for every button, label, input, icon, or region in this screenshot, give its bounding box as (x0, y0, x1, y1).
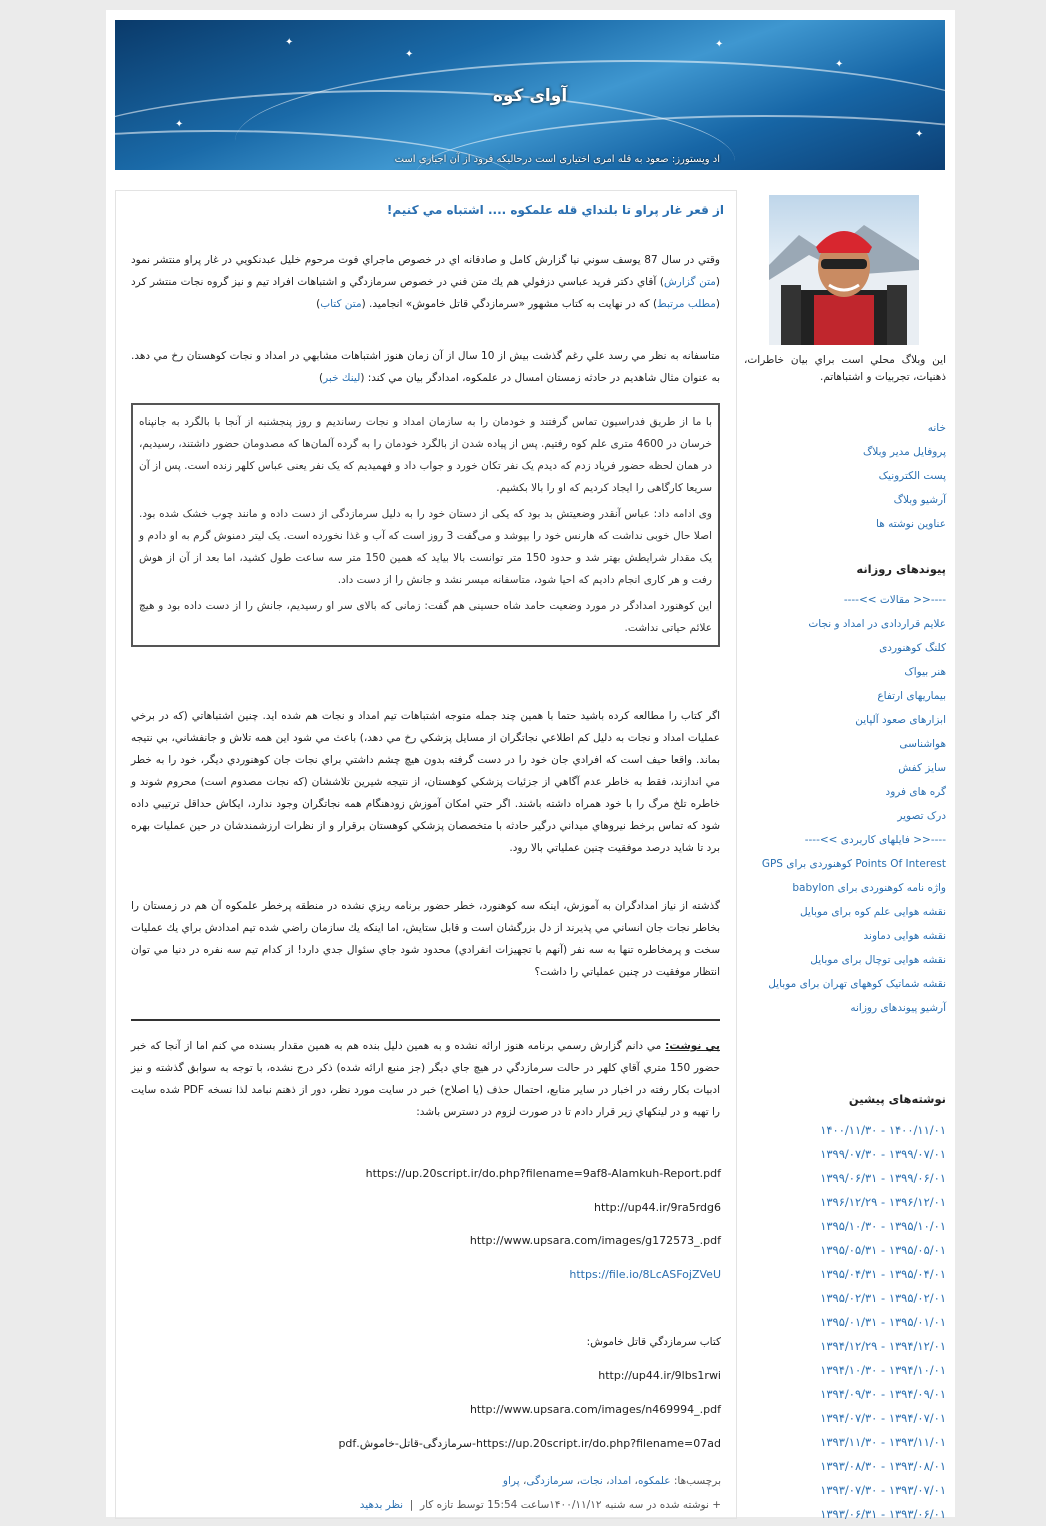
post-title[interactable]: از قعر غار پراو تا بلنداي قله علمكوه .... اشتباه مي كنيم! (386, 203, 724, 217)
link-item (744, 780, 946, 804)
star-icon: ✦ (175, 119, 184, 130)
archive-heading: نوشته‌های پیشین (848, 1092, 946, 1106)
link-item (744, 924, 946, 948)
archive-item (744, 1286, 946, 1310)
archive-item (744, 1262, 946, 1286)
link[interactable]: نقشه شماتیک کوههای تهران برای موبایل (768, 978, 946, 990)
tags: برچسب‌ها: علمکوه، امداد، نجات، سرمازدگی، پراو (502, 1475, 721, 1487)
link[interactable]: علایم قراردادی در امداد و نجات (808, 618, 946, 630)
link[interactable]: کلنگ کوهنوردی (879, 642, 946, 654)
archive-link[interactable]: ۱۳۹۵/۰۵/۰۱ - ۱۳۹۵/۰۵/۳۱ (820, 1243, 946, 1257)
link-item (744, 756, 946, 780)
text: ) (316, 298, 321, 310)
quote-paragraph: این کوهنورد امدادگر در مورد وضعیت حامد شاه حسینی هم گفت: زمانی که بالای سر او رسیدیم، جانش را از دست داده بود و هیچ علائم حیاتی نداشت. (139, 600, 712, 634)
archive-link[interactable]: ۱۳۹۹/۰۶/۰۱ - ۱۳۹۹/۰۶/۳۱ (820, 1171, 946, 1185)
link-item (744, 684, 946, 708)
news-link[interactable]: لينك خبر (323, 372, 361, 384)
link[interactable]: واژه نامه کوهنوردی برای babylon (792, 882, 946, 894)
archive-link[interactable]: ۱۳۹۴/۰۹/۰۱ - ۱۳۹۴/۰۹/۳۰ (820, 1387, 946, 1401)
link[interactable]: گره های فرود (885, 786, 946, 798)
archive-item (744, 1406, 946, 1430)
archive-link[interactable]: ۱۳۹۳/۰۶/۰۱ - ۱۳۹۳/۰۶/۳۱ (820, 1507, 946, 1521)
link-item (744, 732, 946, 756)
archive-link[interactable]: ۱۳۹۵/۰۲/۰۱ - ۱۳۹۵/۰۲/۳۱ (820, 1291, 946, 1305)
tag-link[interactable]: پراو (502, 1475, 520, 1487)
link[interactable]: ----<< فایلهای کاربردی >>---- (804, 834, 946, 846)
text: ) كه در نهايت به كتاب مشهور «سرمازدگي قاتل خاموش» انجاميد. ( (361, 298, 658, 310)
star-icon: ✦ (405, 49, 414, 60)
post-paragraph-1 (131, 249, 720, 315)
nav-profile[interactable]: پروفایل مدیر وبلاگ (862, 446, 946, 458)
link-item (744, 708, 946, 732)
archive-item (744, 1502, 946, 1526)
link[interactable]: ابزارهای صعود آلپاین (855, 714, 946, 726)
archive-item (744, 1142, 946, 1166)
link-item (744, 972, 946, 996)
pdf-url[interactable]: https://up.20script.ir/do.php?filename=9af8-Alamkuh-Report.pdf (365, 1167, 721, 1180)
link[interactable]: Points Of Interest کوهنوردی برای GPS (761, 858, 946, 870)
link[interactable]: درک تصویر (897, 810, 946, 822)
archive-item (744, 1118, 946, 1142)
nav-item[interactable] (744, 464, 946, 488)
book-url[interactable]: http://up44.ir/9lbs1rwi (598, 1369, 721, 1382)
divider (131, 1019, 720, 1021)
star-icon: ✦ (835, 59, 844, 70)
post-date-author: + نوشته شده در سه شنبه ۱۴۰۰/۱۱/۱۲ساعت 15:54 توسط تازه کار (420, 1499, 721, 1511)
link[interactable]: هواشناسی (899, 738, 946, 750)
archive-list (744, 1118, 946, 1526)
tag-link[interactable]: نجات (580, 1475, 603, 1487)
about-text: اين وبلاگ محلي است براي بيان خاطرات، ذهنيات، تجربيات و اشتباهاتم. (744, 354, 946, 383)
comment-link[interactable]: نظر بدهید (359, 1499, 404, 1511)
archive-item (744, 1238, 946, 1262)
link-item (744, 900, 946, 924)
quote-paragraph: وی ادامه داد: عباس آنقدر وضعیتش بد بود که یکی از دستان خود را به دلیل سرمازدگی از دست داده و مانند چوب خشک شده بود. اصلا حال خوبی نداشت که هارنس خود را بپوشد و می‌گفت 3 روز است که آب و غذا نخورده است. یک لیتر دمنوش گرم به او دادم و یک مقدار شرایطش بهتر شد و حدود 150 متر توانست بالا بیاید که همین 150 متر سه ساعت طول کشید، اما بعد از آن از هوش رفت و هر کاری انجام دادیم که احیا شود، متاسفانه میسر نشد و جانش را از دست داد. (139, 508, 713, 586)
daily-links (744, 588, 946, 1020)
link[interactable]: ----<< مقالات >>---- (843, 594, 946, 606)
text: ) آقاي دكتر فريد عباسي دزفولي هم يك متن فني در خصوص سرمازدگي و اشتباهات افراد تيم و نيز گروه نجات منتشر كرد ( (131, 276, 720, 310)
archive-item (744, 1478, 946, 1502)
post-paragraph-4: گذشته از نياز امدادگران به آموزش، اينكه سه كوهنورد، خطر حضور برنامه ريزي نشده در منطقه پرخطر علمكوه آن هم در زمستان را بخاطر نجات جان انساني مي پذيرند از دل بزرگشان است و قابل ستايش، اما اينكه يك سازمان راضي شده تيم امدادش براي يك عمليات سخت و پرمخاطره تنها به سه نفر (آنهم با تجهيزات انفرادي) محدود شود جاي سئوال جدي دارد! از كدام تيم سه نفره در دنيا مي توان انتظار موفقيت در چنين عملياتي را داشت؟ (131, 900, 720, 978)
blockquote (131, 403, 720, 647)
header-banner (115, 20, 945, 170)
tag-link[interactable]: سرمازدگی (526, 1475, 574, 1487)
archive-link[interactable]: ۱۳۹۳/۱۱/۰۱ - ۱۳۹۳/۱۱/۳۰ (820, 1435, 946, 1449)
archive-item (744, 1310, 946, 1334)
postscript-text: مي دانم گزارش رسمي برنامه هنوز ارائه نشده و به همين دليل بنده هم به همين مقدار بسنده مي كنم اما از آنجا كه خبر حضور 150 متري آقاي كلهر در حالت سرمازدگي در هيچ جاي ديگر (جز منبع ارائه شده) ذكر درج نشده، با توجه به سوابق گذشته و نيز ادبيات بكار رفته در اخبار در ساير منابع، احتمال حذف (يا اصلاح) خبر در سايت مورد نظر، دور از ذهنم نبامد لذا نسخه PDF شده سايت را تهيه و در لينكهاي زير قرار دادم تا در صورت لزوم در دسترس باشد: (131, 1040, 721, 1118)
related-article-link[interactable]: مطلب مرتبط (657, 298, 716, 310)
page (106, 10, 955, 1521)
post-paragraph-3: اگر كتاب را مطالعه كرده باشيد حتما با همين چند جمله متوجه اشتباهات تيم امداد و نجات هم شده ايد. چنين اشتباهاتي (كه در برخي عمليات امداد و نجات به دليل كم اطلاعي نجاتگران از مسايل پزشكي رخ مي دهد،) باعث مي شود اين همه تلاش و جانفشاني، بي نتيجه بماند. واقعا حيف است كه افرادي جان خود را در دست گرفته بدون هيچ چشم داشتي براي نجات جان كوهنوردي ديگر، خود را به خطر مي اندازند، فقط به خاطر عدم آگاهي از جزئيات پزشكي كوهستان، از نتيجه شيرين تلاششان (كه نجات مصدوم است) محروم شوند و خاطره تلخ مرگ را با خود همراه داشته باشند. اگر حتي امكان آموزش زودهنگام همه نجاتگران وجود ندارد، ايكاش حداقل ترتيبي داده شود كه تماس برخط نيروهاي ميداني درگير حادثه با متخصصان پزشكي كوهستان برقرار و از نظرات ارزشمندشان در حين عمليات بهره برد تا شايد درصد موفقيت چنين عملياتي بالا رود. (131, 710, 720, 854)
link[interactable]: نقشه هوایی توچال برای موبایل (810, 954, 946, 966)
link-item (744, 876, 946, 900)
post-container (115, 190, 737, 1519)
archive-link[interactable]: ۱۳۹۴/۰۷/۰۱ - ۱۳۹۴/۰۷/۳۰ (820, 1411, 946, 1425)
archive-link[interactable]: ۱۳۹۳/۰۸/۰۱ - ۱۳۹۳/۰۸/۳۰ (820, 1459, 946, 1473)
link-item (744, 612, 946, 636)
star-icon: ✦ (915, 129, 924, 140)
archive-item (744, 1454, 946, 1478)
link[interactable]: سایز کفش (898, 762, 946, 774)
link[interactable]: آرشیو پیوندهای روزانه (850, 1002, 946, 1014)
text: ) (319, 372, 324, 384)
report-link[interactable]: متن گزارش (663, 276, 716, 288)
link[interactable]: هنر بیواک (904, 666, 946, 678)
archive-item (744, 1358, 946, 1382)
book-label: كتاب سرمازدگي قاتل خاموش: (586, 1336, 721, 1348)
post-paragraph-2 (131, 345, 720, 389)
archive-item (744, 1334, 946, 1358)
book-url[interactable]: https://up.20script.ir/do.php?filename=07ad-سرمازدگی-قاتل-خاموش.pdf (338, 1437, 721, 1450)
link-item (744, 804, 946, 828)
archive-link[interactable]: ۱۳۹۹/۰۷/۰۱ - ۱۳۹۹/۰۷/۳۰ (820, 1147, 946, 1161)
pdf-url[interactable]: http://www.upsara.com/images/g172573_.pdf (469, 1234, 721, 1247)
archive-item (744, 1166, 946, 1190)
archive-link[interactable]: ۱۳۹۶/۱۲/۰۱ - ۱۳۹۶/۱۲/۲۹ (820, 1195, 946, 1209)
avatar (769, 195, 919, 345)
archive-item (744, 1382, 946, 1406)
link-item (744, 948, 946, 972)
book-url[interactable]: http://www.upsara.com/images/n469994_.pdf (469, 1403, 721, 1416)
archive-link[interactable]: ۱۳۹۴/۱۰/۰۱ - ۱۳۹۴/۱۰/۳۰ (820, 1363, 946, 1377)
nav-item[interactable] (744, 512, 946, 536)
link-item (744, 660, 946, 684)
archive-link[interactable]: ۱۳۹۵/۰۱/۰۱ - ۱۳۹۵/۰۱/۳۱ (820, 1315, 946, 1329)
book-text-link[interactable]: متن كتاب (320, 298, 362, 310)
link[interactable]: نقشه هوایی علم کوه برای موبایل (799, 906, 946, 918)
blog-title[interactable]: آوای کوه (492, 86, 568, 106)
post-meta: + نوشته شده در سه شنبه ۱۴۰۰/۱۱/۱۲ساعت 15:54 توسط تازه کار | نظر بدهید (359, 1499, 721, 1511)
archive-link[interactable]: ۱۳۹۵/۰۴/۰۱ - ۱۳۹۵/۰۴/۳۱ (820, 1267, 946, 1281)
archive-link[interactable]: ۱۳۹۴/۱۲/۰۱ - ۱۳۹۴/۱۲/۲۹ (820, 1339, 946, 1353)
postscript-label: پي نوشت: (665, 1040, 720, 1052)
archive-item (744, 1190, 946, 1214)
text: متاسفانه به نظر مي رسد علي رغم گذشت بيش از 10 سال از آن زمان هنوز اشتباهات مشابهي در امداد و نجات كوهستان رخ مي دهد. به عنوان مثال شاهديم در حادثه زمستان امسال در علمكوه، امدادگر بيان مي كند: ( (131, 350, 720, 384)
link-item (744, 588, 946, 612)
archive-item (744, 1430, 946, 1454)
link-item (744, 828, 946, 852)
quote-paragraph: با ما از طریق فدراسیون تماس گرفتند و خودمان را به سازمان امداد و نجات رساندیم و روز پنجشنبه از آنجا با بالگرد به جانپناه خرسان در 4600 متری علم کوه رفتیم. پس از پیاده شدن از بالگرد خودمان را به گرده آلمان‌ها که مصدومان حضور داشتند، رسیدیم، در همان لحظه حضور فریاد زدم که دیدم یک نفر تکان خورد و جواب داد و فهمیدیم که یک نفر یعنی عباس کلهر زنده است. پس از آن سریعا کارگاهی را ایجاد کردیم که او را بالا بکشیم. (139, 416, 712, 494)
nav-archive[interactable]: آرشیو وبلاگ (893, 494, 946, 506)
pdf-url[interactable]: https://file.io/8LcASFojZVeU (569, 1268, 721, 1281)
link-item (744, 636, 946, 660)
nav-menu (744, 416, 946, 536)
daily-links-heading: پیوندهای روزانه (856, 562, 946, 576)
text: وقتي در سال 87 يوسف سوني نيا گزارش كامل و صادقانه اي در خصوص ماجراي فوت مرحوم خليل عبدنكويي در غار پراو منتشر نمود ( (131, 254, 720, 288)
archive-link[interactable]: ۱۴۰۰/۱۱/۰۱ - ۱۴۰۰/۱۱/۳۰ (820, 1123, 946, 1137)
tag-link[interactable]: امداد (609, 1475, 632, 1487)
link-item (744, 852, 946, 876)
avatar-image (769, 195, 919, 345)
tag-link[interactable]: علمکوه (637, 1475, 671, 1487)
postscript (131, 1035, 720, 1123)
nav-email[interactable]: پست الکترونیک (878, 470, 946, 482)
nav-post-titles[interactable]: عناوین نوشته ها (876, 518, 946, 530)
star-icon: ✦ (285, 37, 294, 48)
link[interactable]: نقشه هوایی دماوند (863, 930, 946, 942)
link-item (744, 996, 946, 1020)
link[interactable]: بیماریهای ارتفاع (877, 690, 946, 702)
archive-link[interactable]: ۱۳۹۳/۰۷/۰۱ - ۱۳۹۳/۰۷/۳۰ (820, 1483, 946, 1497)
pdf-url[interactable]: http://up44.ir/9ra5rdg6 (594, 1201, 721, 1214)
tags-label: برچسب‌ها: (673, 1475, 721, 1487)
blog-description: اد ویستورز: صعود به قله امری اختیاری است درحالیکه فرود از آن اجباری است (394, 154, 720, 165)
nav-item[interactable] (744, 440, 946, 464)
archive-item (744, 1214, 946, 1238)
nav-item[interactable] (744, 488, 946, 512)
star-icon: ✦ (715, 39, 724, 50)
nav-item[interactable] (744, 416, 946, 440)
archive-link[interactable]: ۱۳۹۵/۱۰/۰۱ - ۱۳۹۵/۱۰/۳۰ (820, 1219, 946, 1233)
nav-home[interactable]: خانه (927, 422, 946, 434)
